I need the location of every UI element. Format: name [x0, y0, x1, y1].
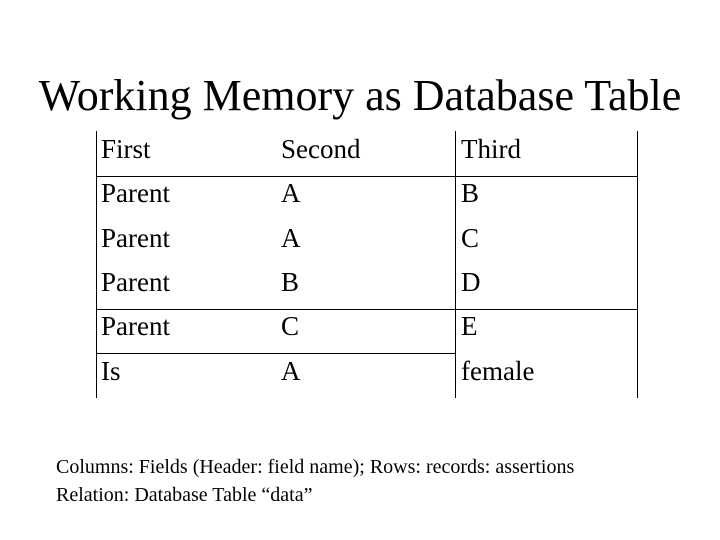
- table-cell: Parent: [101, 311, 170, 341]
- table-cell: A: [281, 356, 301, 386]
- table-cell: Is: [101, 356, 121, 386]
- table-cell: B: [461, 178, 480, 208]
- table-cell: C: [461, 223, 480, 253]
- table-cell: D: [461, 267, 481, 297]
- row-divider: [96, 309, 638, 310]
- table-cell: B: [281, 267, 300, 297]
- columns-note: Columns: Fields (Header: field name); Rows: records: assertions: [56, 456, 575, 478]
- table-cell: A: [281, 223, 301, 253]
- table-cell: Parent: [101, 178, 170, 208]
- working-memory-table: [96, 131, 638, 398]
- table-cell: female: [461, 356, 535, 386]
- row-divider: [96, 353, 455, 354]
- table-cell: C: [281, 311, 300, 341]
- table-column-divider: [455, 131, 456, 398]
- table-cell: Parent: [101, 267, 170, 297]
- slide-title: Working Memory as Database Table: [38, 71, 682, 120]
- relation-note: Relation: Database Table “data”: [56, 484, 313, 506]
- table-border-left: [96, 131, 97, 398]
- header-cell-third: Third: [461, 134, 521, 164]
- header-divider: [96, 176, 638, 177]
- table-cell: A: [281, 178, 301, 208]
- header-cell-first: First: [101, 134, 151, 164]
- table-cell: E: [461, 311, 478, 341]
- table-cell: Parent: [101, 223, 170, 253]
- header-cell-second: Second: [281, 134, 361, 164]
- table-border-right: [637, 131, 638, 398]
